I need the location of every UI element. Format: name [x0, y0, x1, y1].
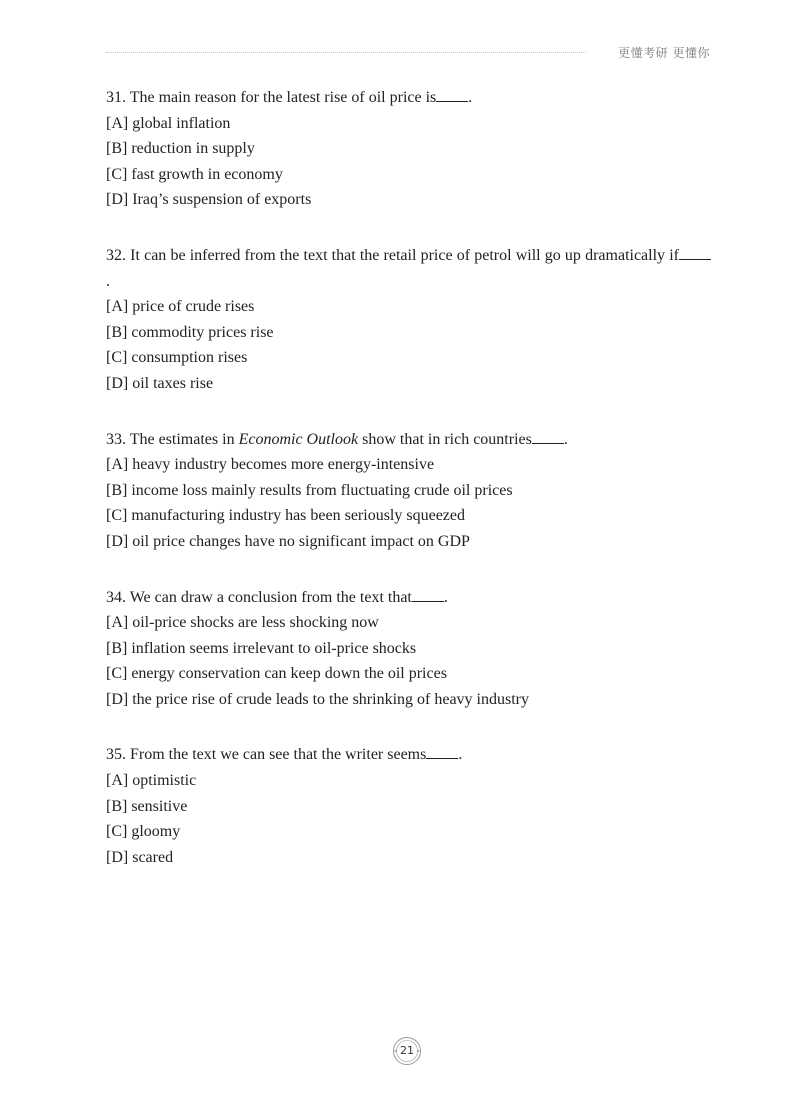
- option-a: [A] price of crude rises: [106, 298, 255, 316]
- page-header: [106, 40, 710, 64]
- option-b: [B] reduction in supply: [106, 140, 255, 158]
- option-c: [C] fast growth in economy: [106, 165, 283, 183]
- stem-end: .: [458, 746, 463, 764]
- option-a: [A] optimistic: [106, 772, 197, 790]
- stem-text: 34. We can draw a conclusion from the text that: [106, 588, 412, 606]
- option-d: [D] Iraq’s suspension of exports: [106, 191, 312, 209]
- stem-end: .: [106, 272, 110, 290]
- header-slogan: 更懂考研 更懂你: [618, 46, 710, 60]
- option-b: [B] sensitive: [106, 797, 188, 815]
- option-c: [C] manufacturing industry has been seriously squeezed: [106, 507, 466, 525]
- stem-text: 35. From the text we can see that the writer seems: [106, 746, 427, 764]
- option-d: [D] scared: [106, 848, 174, 866]
- question-stem: [106, 85, 711, 111]
- option-b: [B] income loss mainly results from fluctuating crude oil prices: [106, 481, 513, 499]
- question-stem: [106, 243, 711, 294]
- header-divider: [106, 52, 586, 53]
- question-stem: [106, 742, 711, 768]
- question-stem: [106, 585, 711, 611]
- answer-blank: [679, 245, 711, 260]
- option-d: [D] the price rise of crude leads to the shrinking of heavy industry: [106, 690, 529, 708]
- stem-end: .: [443, 588, 448, 606]
- publication-title: Economic Outlook: [238, 430, 359, 448]
- question-31: [106, 85, 711, 213]
- option-c: [C] energy conservation can keep down the oil prices: [106, 665, 447, 683]
- answer-blank: [532, 429, 564, 444]
- answer-blank: [436, 87, 468, 102]
- page-number-badge: [392, 1036, 422, 1066]
- option-c: [C] gloomy: [106, 823, 181, 841]
- stem-text: 32. It can be inferred from the text that the retail price of petrol will go up dramatically if: [106, 246, 679, 264]
- option-b: [B] inflation seems irrelevant to oil-price shocks: [106, 639, 417, 657]
- question-35: [106, 742, 711, 870]
- question-stem: [106, 427, 711, 453]
- stem-text: 31. The main reason for the latest rise of oil price is: [106, 89, 437, 106]
- stem-end: .: [468, 89, 473, 106]
- stem-end: .: [563, 430, 568, 448]
- stem-text: 33. The estimates in: [106, 430, 239, 448]
- question-32: [106, 243, 711, 397]
- option-c: [C] consumption rises: [106, 349, 248, 367]
- question-34: [106, 585, 711, 713]
- answer-blank: [412, 587, 444, 602]
- answer-blank: [426, 744, 458, 759]
- option-a: [A] global inflation: [106, 114, 231, 132]
- question-33: [106, 427, 711, 555]
- option-b: [B] commodity prices rise: [106, 323, 274, 341]
- question-list: [106, 85, 711, 900]
- stem-text-continued: show that in rich countries: [358, 430, 532, 448]
- option-a: [A] oil-price shocks are less shocking now: [106, 614, 379, 632]
- option-d: [D] oil price changes have no significant impact on GDP: [106, 532, 470, 550]
- option-a: [A] heavy industry becomes more energy-intensive: [106, 456, 435, 474]
- page-number: 21: [400, 1044, 414, 1057]
- option-d: [D] oil taxes rise: [106, 374, 214, 392]
